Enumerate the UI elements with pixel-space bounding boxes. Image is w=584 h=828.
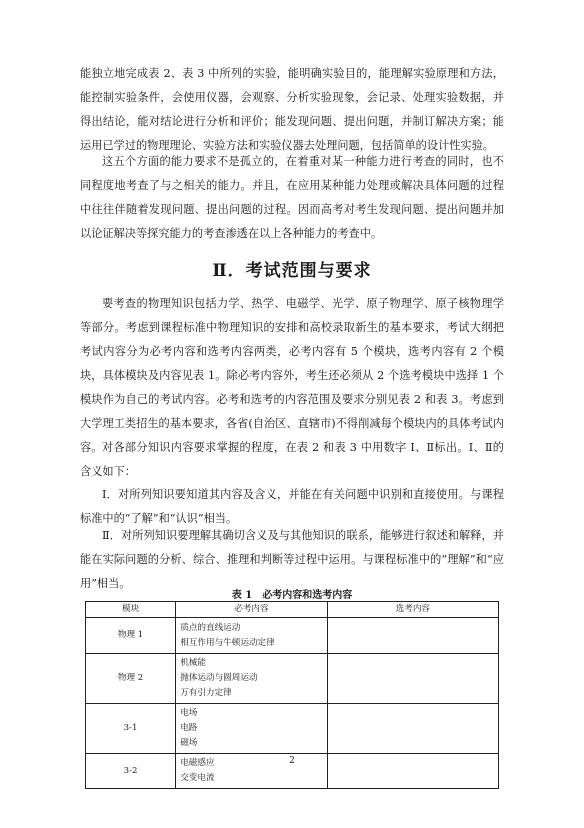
module-name: 物理 2	[86, 654, 176, 704]
optional-content	[327, 704, 498, 754]
header-optional: 选考内容	[327, 602, 498, 618]
paragraph-level-two: Ⅱ．对所列知识要理解其确切含义及与其他知识的联系，能够进行叙述和解释，并能在实际问题的分析、综合、推理和判断等过程中运用。与课程标准中的“理解”和“应用”相当。	[80, 529, 504, 590]
table-caption: 表 1 必考内容和选考内容	[231, 590, 353, 601]
header-module: 模块	[86, 602, 176, 618]
required-item: 电磁感应	[180, 758, 215, 768]
optional-content	[327, 654, 498, 704]
table-row	[86, 654, 499, 704]
required-item: 磁场	[180, 738, 198, 748]
required-item: 电场	[180, 708, 198, 718]
page-number: 2	[289, 756, 295, 766]
paragraph-level-intro: 对各部分知识内容要求掌握的程度，在表 2 和表 3 中用数字 Ⅰ、Ⅱ标出。Ⅰ、Ⅱ的含义如下：	[80, 441, 504, 478]
paragraph-experiment-ability: 能独立地完成表 2、表 3 中所列的实验，能明确实验目的，能理解实验原理和方法，能控制实验条件，会使用仪器，会观察、分析实验现象，会记录、处理实验数据，并得出结论，能对结论进行分析和评价；能发现问题、提出问题，并制订解决方案；能运用已学过的物理理论、实验方法和实验仪器去处理问题，包括简单的设计性实验。	[80, 67, 504, 152]
required-item: 万有引力定律	[180, 688, 232, 698]
table-header-row	[86, 602, 499, 618]
required-content	[176, 618, 328, 654]
paragraph-level-one: Ⅰ．对所列知识要知道其内容及含义，并能在有关问题中识别和直接使用。与课程标准中的“了解”和“认识”相当。	[80, 488, 504, 525]
paragraph-ability-relation: 这五个方面的能力要求不是孤立的，在着重对某一种能力进行考查的同时，也不同程度地考查了与之相关的能力。并且，在应用某种能力处理或解决具体问题的过程中往往伴随着发现问题、提出问题的过程。因而高考对考生发现问题、提出问题并加以论证解决等探究能力的考查渗透在以上各种能力的考查中。	[80, 155, 504, 240]
required-item: 电路	[180, 723, 198, 733]
required-item: 交变电流	[180, 773, 215, 783]
module-name: 3-2	[86, 754, 176, 789]
module-name: 物理 1	[86, 618, 176, 654]
required-item: 抛体运动与圆周运动	[180, 673, 258, 683]
paragraph-exam-content: 要考查的物理知识包括力学、热学、电磁学、光学、原子物理学、原子核物理学等部分。考虑到课程标准中物理知识的安排和高校录取新生的基本要求，考试大纲把考试内容分为必考内容和选考内容两类，必考内容有 5 个模块，选考内容有 2 个模块，具体模块及内容见表 1。除必考内容外，考生还必须从 2 个选考模块中选择 1 个模块作为自己的考试内容。必考和选考的内容范围及要求分别见表 2 和表 3。考虑到大学理工类招生的基本要求，各省(自治区、直辖市)不得削减每个模块内的具体考试内容。	[80, 297, 504, 454]
optional-content	[327, 618, 498, 654]
section-title: Ⅱ．考试范围与要求	[212, 261, 372, 281]
required-content	[176, 654, 328, 704]
required-item: 机械能	[180, 658, 206, 668]
required-content	[176, 704, 328, 754]
table-row	[86, 618, 499, 654]
required-item: 相互作用与牛顿运动定律	[180, 637, 275, 648]
table-row	[86, 704, 499, 754]
header-required: 必考内容	[176, 602, 328, 618]
required-item: 质点的直线运动	[180, 622, 241, 633]
module-name: 3-1	[86, 704, 176, 754]
